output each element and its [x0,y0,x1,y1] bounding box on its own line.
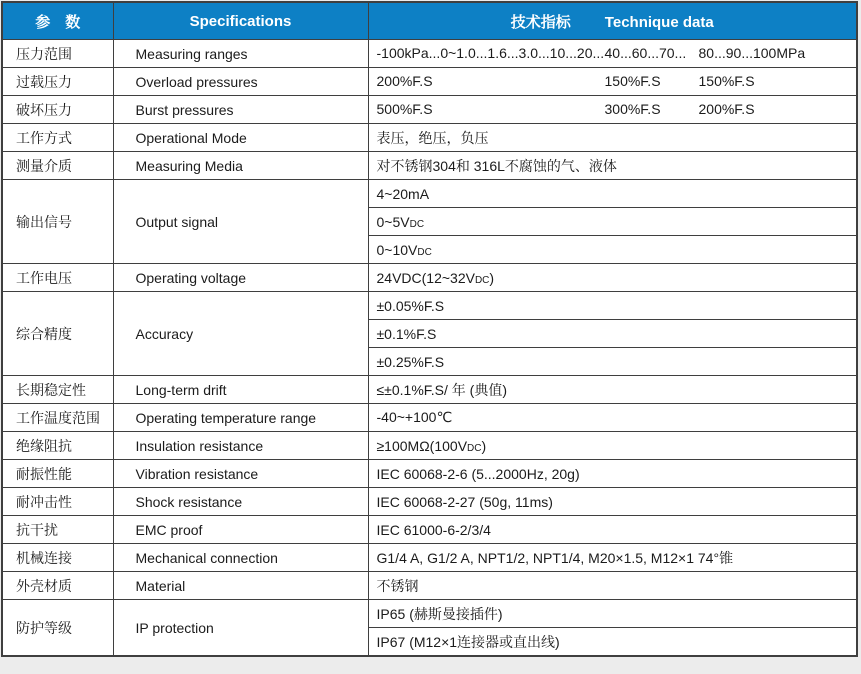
param-zh-cell: 工作温度范围 [2,404,113,432]
dc-subscript: DC [417,246,432,258]
param-zh-cell: 外壳材质 [2,572,113,600]
header-row [2,2,857,40]
value-text: ±0.05%F.S [376,297,445,314]
value-cell [368,152,857,180]
spec-table [1,1,858,657]
value-cell [368,432,857,460]
value-text: IEC 61000-6-2/3/4 [376,521,491,538]
value-text: ) [489,269,495,286]
value-text: IP67 (M12×1连接器或直出线) [376,633,560,650]
value-text: IEC 60068-2-6 (5...2000Hz, 20g) [376,465,580,482]
value-cell [368,264,857,292]
table-row [2,488,857,516]
table-row [2,124,857,152]
param-en-cell: Overload pressures [113,68,368,96]
param-en-cell: Insulation resistance [113,432,368,460]
dc-subscript: DC [474,274,490,286]
value-cell [368,404,857,432]
value-cell [368,628,857,657]
value-text: 4~20mA [376,185,430,202]
value-part: 150%F.S [604,73,661,89]
param-en-cell: Burst pressures [113,96,368,124]
value-text: ≤±0.1%F.S/ 年 (典值) [376,381,507,398]
header-param: 参 数 [2,2,113,40]
value-text: 0~10V [376,241,418,258]
param-en-cell: Shock resistance [113,488,368,516]
header-technique-data [368,2,857,40]
param-en-cell: Measuring Media [113,152,368,180]
value-part: 80...90...100MPa [698,45,806,61]
table-row [2,516,857,544]
param-zh-cell: 长期稳定性 [2,376,113,404]
value-part: 200%F.S [698,101,755,117]
value-cell [368,320,857,348]
value-text: ≥100MΩ(100V [376,437,468,454]
param-en-cell: IP protection [113,600,368,657]
param-en-cell: Accuracy [113,292,368,376]
value-part: 300%F.S [604,101,661,117]
value-parts [377,68,857,95]
value-cell [368,460,857,488]
table-row [2,292,857,320]
value-cell [368,600,857,628]
table-row [2,544,857,572]
param-zh-cell: 压力范围 [2,40,113,68]
table-row [2,600,857,628]
param-en-cell: Operational Mode [113,124,368,152]
value-text: IEC 60068-2-27 (50g, 11ms) [376,493,553,510]
table-row [2,404,857,432]
table-row [2,180,857,208]
table-row [2,40,857,68]
value-part: 200%F.S [376,73,433,89]
value-cell [368,572,857,600]
value-parts [377,96,857,123]
value-cell [368,292,857,320]
param-en-cell: EMC proof [113,516,368,544]
table-row [2,572,857,600]
value-cell [368,544,857,572]
value-cell [368,376,857,404]
value-cell [368,180,857,208]
param-zh-cell: 抗干扰 [2,516,113,544]
param-en-cell: Operating voltage [113,264,368,292]
value-part: 150%F.S [698,73,755,89]
value-part: 500%F.S [376,101,433,117]
value-text: ±0.25%F.S [376,353,445,370]
value-text: ±0.1%F.S [376,325,437,342]
param-zh-cell: 耐冲击性 [2,488,113,516]
value-text: 24VDC(12~32V [376,269,475,286]
param-en-cell: Long-term drift [113,376,368,404]
dc-subscript: DC [409,218,425,230]
value-cell [368,236,857,264]
param-en-cell: Mechanical connection [113,544,368,572]
header-technique-en: Technique data [604,13,714,31]
table-row [2,68,857,96]
param-en-cell: Output signal [113,180,368,264]
value-cell [368,124,857,152]
value-cell [368,348,857,376]
value-cell [368,68,857,96]
value-text: G1/4 A, G1/2 A, NPT1/2, NPT1/4, M20×1.5, M12×1 74°锥 [376,549,734,566]
param-zh-cell: 测量介质 [2,152,113,180]
dc-subscript: DC [467,442,482,454]
param-zh-cell: 机械连接 [2,544,113,572]
value-cell [368,516,857,544]
value-part: 40...60...70... [604,45,687,61]
param-en-cell: Operating temperature range [113,404,368,432]
param-en-cell: Measuring ranges [113,40,368,68]
param-zh-cell: 工作电压 [2,264,113,292]
value-text: ) [481,437,487,454]
param-zh-cell: 输出信号 [2,180,113,264]
table-row [2,376,857,404]
header-technique-zh: 技术指标 [510,13,571,31]
header-specifications: Specifications [113,2,368,40]
param-zh-cell: 绝缘阻抗 [2,432,113,460]
param-en-cell: Material [113,572,368,600]
value-text: IP65 (赫斯曼接插件) [376,605,503,622]
value-text: 对不锈钢304和 316L不腐蚀的气、液体 [376,157,617,174]
table-row [2,96,857,124]
table-row [2,264,857,292]
value-part: -100kPa...0~1.0...1.6...3.0...10...20... [376,45,605,61]
table-row [2,152,857,180]
value-text: 表压，绝压，负压 [376,129,489,146]
param-zh-cell: 防护等级 [2,600,113,657]
value-text: 不锈钢 [376,577,419,594]
table-row [2,460,857,488]
param-en-cell: Vibration resistance [113,460,368,488]
value-cell [368,488,857,516]
param-zh-cell: 过载压力 [2,68,113,96]
value-text: 0~5V [376,213,410,230]
value-cell [368,96,857,124]
value-text: -40~+100℃ [376,409,453,425]
value-cell [368,208,857,236]
param-zh-cell: 破坏压力 [2,96,113,124]
param-zh-cell: 工作方式 [2,124,113,152]
value-cell [368,40,857,68]
value-parts [377,40,857,67]
param-zh-cell: 耐振性能 [2,460,113,488]
table-row [2,432,857,460]
param-zh-cell: 综合精度 [2,292,113,376]
